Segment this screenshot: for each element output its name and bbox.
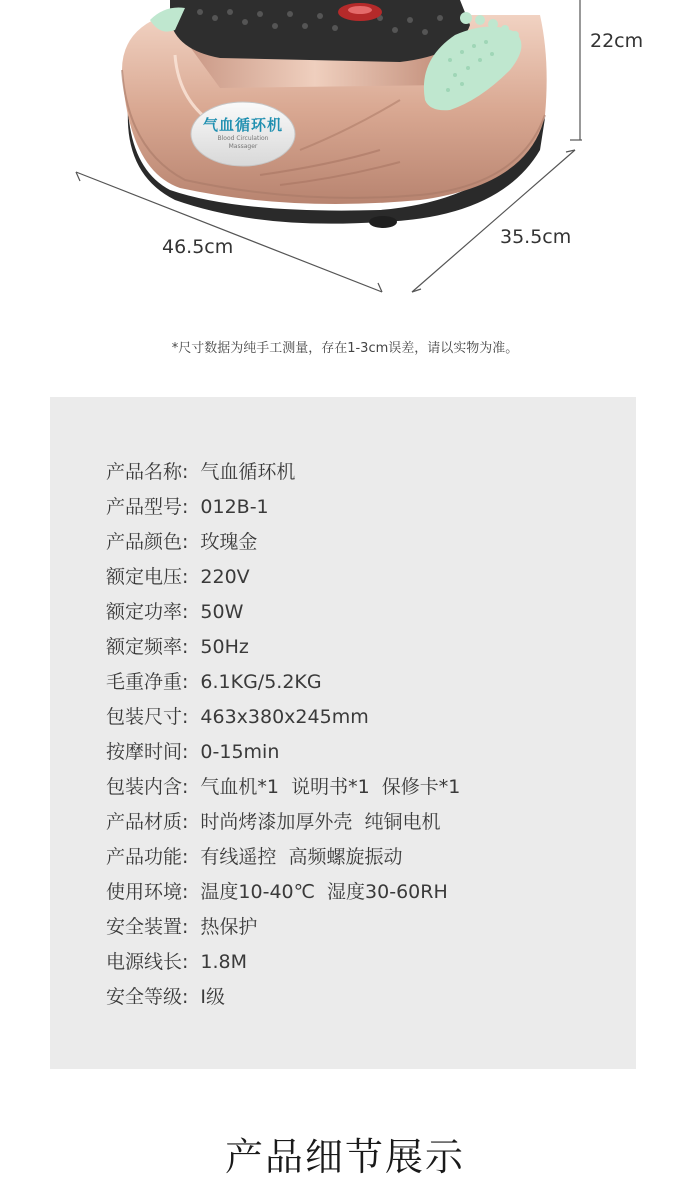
spec-row xyxy=(106,527,460,562)
spec-row xyxy=(106,562,460,597)
spec-value: 气血机*1 说明书*1 保修卡*1 xyxy=(200,776,461,798)
spec-label: 安全装置: xyxy=(106,916,189,938)
spec-row xyxy=(106,982,460,1017)
spec-label: 电源线长: xyxy=(106,951,189,973)
spec-value: 时尚烤漆加厚外壳 纯铜电机 xyxy=(200,811,441,833)
height-dimension-label: 22cm xyxy=(590,30,644,52)
spec-row xyxy=(106,912,460,947)
spec-label: 包装内含: xyxy=(106,776,189,798)
spec-label: 产品型号: xyxy=(106,496,189,518)
spec-value: I级 xyxy=(200,986,226,1008)
spec-label: 包装尺寸: xyxy=(106,706,189,728)
spec-row xyxy=(106,492,460,527)
product-image-area xyxy=(0,0,690,320)
badge-subtitle-1: Blood Circulation xyxy=(217,135,269,142)
spec-row xyxy=(106,737,460,772)
spec-row xyxy=(106,457,460,492)
spec-row xyxy=(106,842,460,877)
spec-label: 产品名称: xyxy=(106,461,189,483)
spec-list xyxy=(106,457,460,1017)
spec-value: 012B-1 xyxy=(200,496,269,518)
spec-value: 463x380x245mm xyxy=(200,706,369,728)
spec-row xyxy=(106,877,460,912)
spec-value: 温度10-40℃ 湿度30-60RH xyxy=(200,881,448,903)
width-dimension-label: 46.5cm xyxy=(162,236,234,258)
spec-value: 玫瑰金 xyxy=(200,531,258,553)
spec-label: 额定功率: xyxy=(106,601,189,623)
spec-label: 产品功能: xyxy=(106,846,189,868)
spec-row xyxy=(106,947,460,982)
section-title: 产品细节展示 xyxy=(224,1135,465,1179)
spec-label: 安全等级: xyxy=(106,986,189,1008)
spec-label: 额定频率: xyxy=(106,636,189,658)
measurement-disclaimer: *尺寸数据为纯手工测量，存在1-3cm误差，请以实物为准。 xyxy=(171,341,519,356)
product-illustration xyxy=(0,0,690,320)
badge-subtitle-2: Massager xyxy=(228,143,258,150)
badge-text xyxy=(191,114,295,151)
spec-value: 220V xyxy=(200,566,250,588)
spec-row xyxy=(106,667,460,702)
spec-label: 产品材质: xyxy=(106,811,189,833)
spec-value: 有线遥控 高频螺旋振动 xyxy=(200,846,403,868)
spec-row xyxy=(106,702,460,737)
spec-value: 气血循环机 xyxy=(200,461,296,483)
spec-panel xyxy=(50,397,636,1069)
spec-value: 6.1KG/5.2KG xyxy=(200,671,322,693)
spec-value: 1.8M xyxy=(200,951,248,973)
spec-row xyxy=(106,772,460,807)
spec-value: 0-15min xyxy=(200,741,280,763)
spec-row xyxy=(106,597,460,632)
spec-label: 使用环境: xyxy=(106,881,189,903)
spec-row xyxy=(106,807,460,842)
spec-label: 额定电压: xyxy=(106,566,189,588)
spec-value: 50W xyxy=(200,601,244,623)
depth-dimension-label: 35.5cm xyxy=(500,226,572,248)
spec-label: 毛重净重: xyxy=(106,671,189,693)
spec-value: 50Hz xyxy=(200,636,249,658)
spec-row xyxy=(106,632,460,667)
spec-label: 按摩时间: xyxy=(106,741,189,763)
badge-title: 气血循环机 xyxy=(202,116,283,134)
spec-value: 热保护 xyxy=(200,916,258,938)
spec-label: 产品颜色: xyxy=(106,531,189,553)
